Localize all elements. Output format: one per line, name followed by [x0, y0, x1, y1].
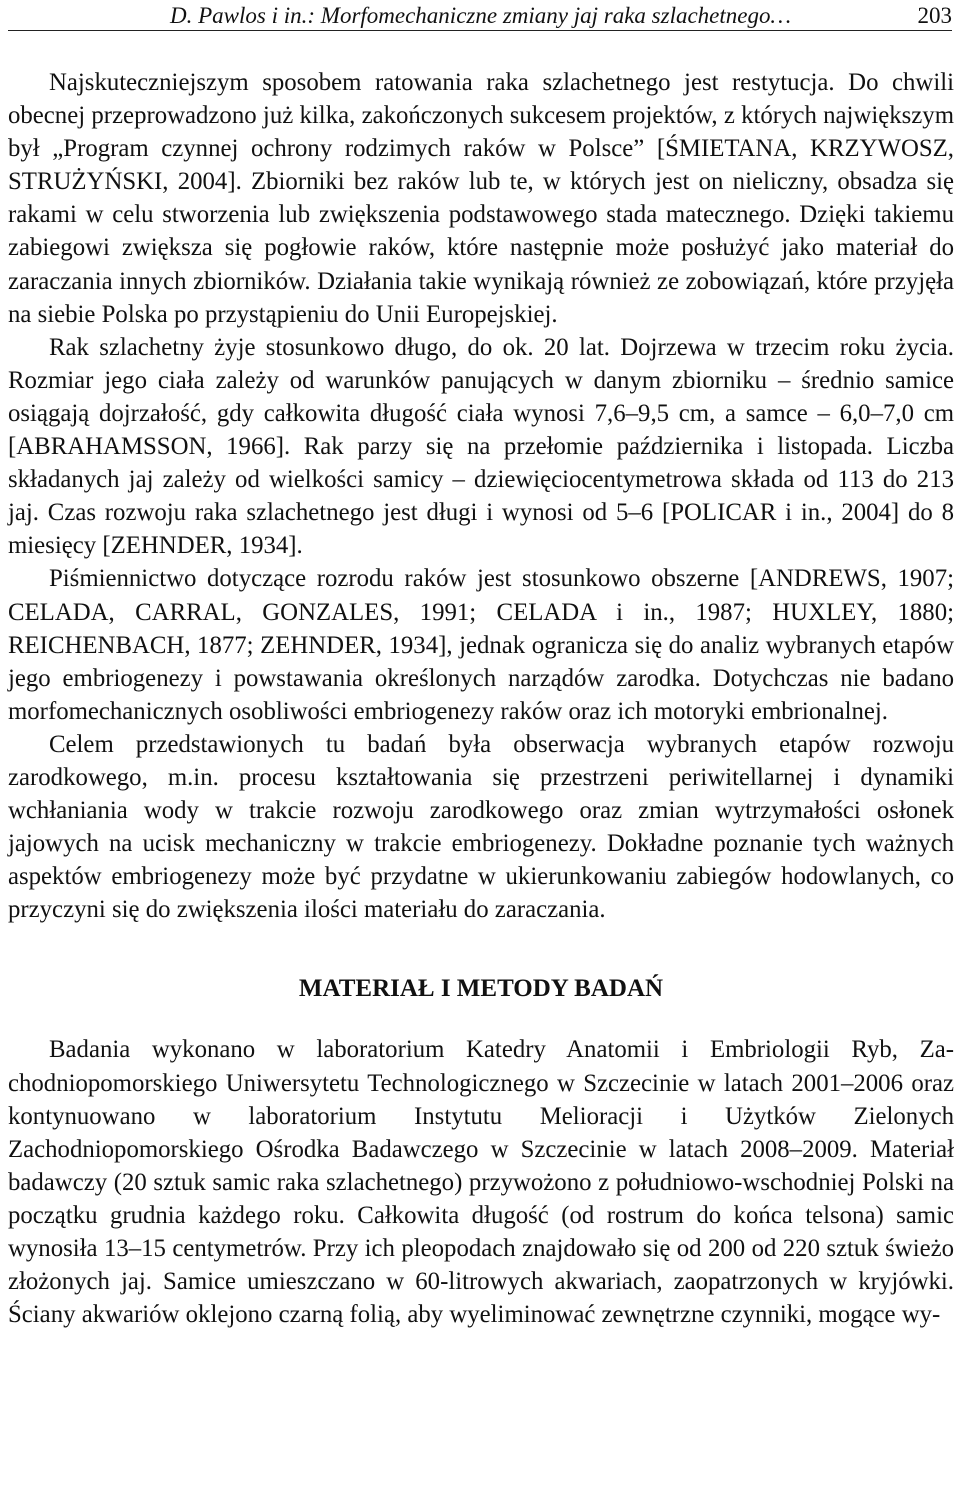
running-header — [8, 2, 952, 31]
page-number: 203 — [917, 3, 952, 28]
body-text — [8, 66, 954, 1331]
paragraph-restitution: Najskuteczniejszym sposobem ratowania raka szlachetnego jest restytucja. Do chwili obecnej przeprowadzono już kilka, zakończonych sukcesem projektów, z których największym był „Program czynnej ochrony rodzimych raków w Polsce” [ŚMIETANA, KRZYWOSZ, STRUŻYŃSKI, 2004]. Zbiorniki bez raków lub te, w których jest on nieliczny, obsadza się rakami w celu stworzenia lub zwiększenia podstawowego stada matecznego. Dzięki takiemu zabiegowi zwiększa się pogłowie raków, które następnie może posłużyć jako materiał do zaraczania innych zbiorników. Działania takie wynikają również ze zobowiązań, które przyjęła na siebie Polska po przystąpieniu do Unii Europejskiej. — [8, 69, 954, 328]
paragraph-methods: Badania wykonano w laboratorium Katedry Anatomii i Embriologii Ryb, Zachodniopomorskiego Uniwersytetu Technologicznego w Szczecinie w latach 2001–2006 oraz kontynuowano w laboratorium Instytutu Melioracji i Użytków Zielonych Zachodniopomorskiego Ośrodka Badawczego w Szczecinie w latach 2008–2009. Materiał badawczy (20 sztuk samic raka szlachetnego) przywożono z południowo-wschodniej Polski na początku grudnia każdego roku. Całkowita długość (od rostrum do końca telsona) samic wynosiła 13–15 centymetrów. Przy ich pleopodach znajdowało się od 200 od 220 sztuk świeżo złożonych jaj. Samice umieszczano w 60-litrowych akwariach, zaopatrzonych w kryjówki. Ściany akwariów oklejono czarną folią, aby wyeliminować zewnętrzne czynniki, mogące wy- — [8, 1036, 954, 1329]
paragraph-literature: Piśmiennictwo dotyczące rozrodu raków jest stosunkowo obszerne [ANDREWS, 1907; CELADA, CARRAL, GONZALES, 1991; CELADA i in., 1987; HUXLEY, 1880; REICHENBACH, 1877; ZEHNDER, 1934], jednak ogranicza się do analiz wybranych etapów jego embriogenezy i powstawania określonych narządów zarodka. Dotychczas nie badano morfomechanicznych osobliwości embriogenezy raków oraz ich motoryki embrionalnej. — [8, 565, 954, 725]
section-heading: MATERIAŁ I METODY BADAŃ — [298, 975, 664, 1003]
paragraph-aim: Celem przedstawionych tu badań była obserwacja wybranych etapów rozwoju zarodkowego, m.in. procesu kształtowania się przestrzeni periwitellarnej i dynamiki wchłaniania wody w trakcie rozwoju zarodkowego oraz zmian wytrzymałości osłonek jajowych na ucisk mechaniczny w trakcie embriogenezy. Dokładne poznanie tych ważnych aspektów embriogenezy może być przydatne w ukierunkowaniu zabiegów hodowlanych, co przyczyni się do zwiększenia ilości materiału do zaraczania. — [8, 730, 954, 924]
paragraph-biology: Rak szlachetny żyje stosunkowo długo, do ok. 20 lat. Dojrzewa w trzecim roku życia. Rozmiar jego ciała zależy od warunków panujących w danym zbiorniku – średnio samice osiągają dojrzałość, gdy całkowita długość ciała wynosi 7,6–9,5 cm, a samce – 6,0–7,0 cm [ABRAHAMSSON, 1966]. Rak parzy się na przełomie października i listopada. Liczba składanych jaj zależy od wielkości samicy – dziewięciocentymetrowa składa od 113 do 213 jaj. Czas rozwoju raka szlachetnego jest długi i wynosi od 5–6 [POLICAR i in., 2004] do 8 miesięcy [ZEHNDER, 1934]. — [8, 333, 954, 560]
running-title: D. Pawlos i in.: Morfomechaniczne zmiany jaj raka szlachetnego… — [170, 3, 791, 28]
